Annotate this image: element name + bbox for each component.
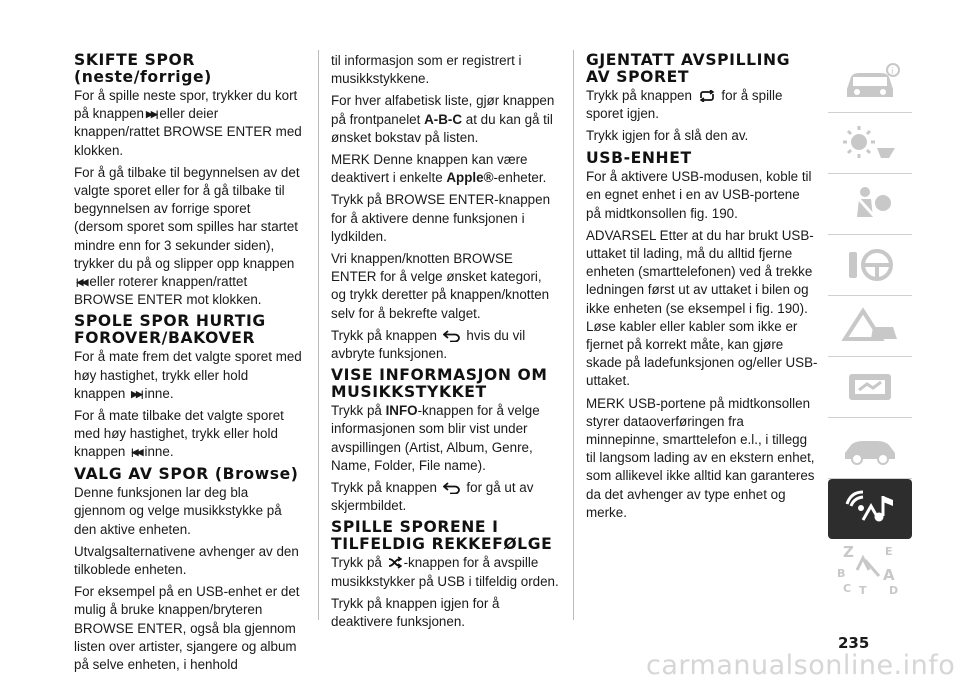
watermark: carmanualsonline.info: [646, 650, 956, 681]
paragraph: [331, 92, 559, 147]
index-letter: B: [837, 567, 846, 580]
paragraph: [331, 479, 559, 515]
index-letter: Z: [843, 543, 854, 561]
text: -knappen for å avspille musikkstykker på USB i tilfeldig orden.: [331, 555, 559, 589]
back-return-icon: [443, 482, 461, 494]
text: inne.: [144, 444, 174, 460]
apple-label: Apple®: [446, 170, 494, 186]
index-letter: A: [883, 566, 895, 584]
repeat-icon: [698, 90, 716, 102]
paragraph: Vri knappen/knotten BROWSE ENTER for å velge ønsket kategori, og trykk deretter på knappen/knotten selv for å bekrefte valget.: [331, 251, 550, 321]
paragraph: [331, 402, 559, 475]
heading-usb-enhet: USB-ENHET: [586, 148, 692, 167]
text: Trykk på knappen: [331, 327, 437, 343]
heading-skifte-spor: SKIFTE SPOR (neste/forrige): [74, 51, 212, 86]
paragraph: For eksempel på en USB-enhet er det mulig å bruke knappen/bryteren BROWSE ENTER, også bla gjennom listen over artister, sjangere og album på selve enheten, i henhold: [74, 584, 300, 672]
paragraph: [74, 87, 302, 160]
text: For å gå tilbake til begynnelsen av det valgte sporet eller for å gå tilbake til begynnelsen av forrige sporet (dersom sporet som spilles har startet mindre enn for 3 sekunder siden), trykker du på og slipper opp knappen: [74, 164, 300, 271]
paragraph: MERK USB-portene på midtkonsollen styrer dataoverføringen fra minnepinne, smarttelefon e.l., i tillegg til langsom lading av en ekstern enhet, som allikevel ikke alltid kan garanteres da det avhenger av type enhet og merke.: [586, 395, 815, 520]
paragraph: [331, 327, 559, 363]
text: for å spille sporet igjen.: [586, 88, 783, 122]
warning-triangle-icon: [837, 305, 903, 347]
paragraph: Trykk på knappen igjen for å deaktivere funksjonen.: [331, 595, 500, 630]
next-track-icon: ▶▶|: [131, 388, 142, 399]
svg-text:i: i: [891, 67, 894, 77]
chapter-tab-driving[interactable]: [828, 235, 912, 296]
airbag-seatbelt-icon: [837, 183, 903, 225]
heading-vise-informasjon: VISE INFORMASJON OM MUSIKKSTYKKET: [331, 366, 548, 401]
alphabetical-index-icon: [835, 540, 905, 598]
text: MERK Denne knappen kan være deaktivert i enkelte: [331, 152, 528, 186]
text: at du kan gå til ønsket bokstav på listen.: [331, 111, 553, 145]
paragraph: [331, 554, 559, 590]
chapter-tab-index[interactable]: [828, 539, 912, 599]
index-letter: E: [885, 545, 893, 558]
heading-spille-sporene: SPILLE SPORENE I TILFELDIG REKKEFØLGE: [331, 518, 553, 553]
index-letter: T: [859, 584, 867, 597]
column-divider: [573, 50, 574, 620]
text: For å spille neste spor, trykker du kort på knappen: [74, 88, 298, 122]
text: -enheter.: [493, 170, 547, 186]
text: Trykk på knappen: [586, 88, 692, 103]
car-side-icon: [837, 427, 903, 469]
paragraph: til informasjon som er registrert i musikkstykkene.: [331, 53, 522, 87]
text: hvis du vil avbryte funksjonen.: [331, 327, 526, 362]
paragraph: [586, 87, 818, 123]
paragraph: [331, 151, 559, 187]
text: For hver alfabetisk liste, gjør knappen på frontpanelet: [331, 93, 555, 127]
chapter-tab-lights[interactable]: [828, 113, 912, 174]
index-letter: D: [889, 584, 899, 597]
shuffle-icon: [388, 556, 402, 569]
paragraph: For å aktivere USB-modusen, koble til en egnet enhet i en av USB-portene på midtkonsollen fig. 190.: [586, 169, 812, 221]
text: inne.: [144, 385, 174, 401]
paragraph: [74, 407, 302, 462]
paragraph: Trykk igjen for å slå den av.: [586, 128, 749, 144]
chapter-tab-technical-data[interactable]: [828, 418, 912, 479]
column-3: [586, 52, 818, 526]
back-return-icon: [443, 330, 461, 342]
chapter-tab-vehicle[interactable]: [828, 52, 912, 113]
text: For å mate tilbake det valgte sporet med høy hastighet, trykk eller hold knappen: [74, 408, 284, 460]
text: for gå ut av skjermbildet.: [331, 480, 534, 514]
text: eller roterer knappen/rattet BROWSE ENTER mot klokken.: [74, 274, 262, 308]
text: -knappen for å velge informasjonen som blir vist under avspillingen (Artist, Album, Genre, Name, Folder, File name).: [331, 403, 540, 473]
text: Trykk på: [331, 555, 382, 571]
index-letter: C: [843, 582, 852, 595]
text: For å mate frem det valgte sporet med høy hastighet, trykk eller hold knappen: [74, 349, 302, 401]
text: Trykk på: [331, 403, 382, 419]
steering-wheel-icon: [837, 244, 903, 286]
chapter-tab-safety[interactable]: [828, 174, 912, 235]
text: eller deier knappen/rattet BROWSE ENTER med klokken.: [74, 106, 302, 158]
paragraph: Denne funksjonen lar deg bla gjennom og velge musikkstykke på den aktive enheten.: [74, 485, 282, 537]
info-key-label: INFO: [385, 403, 418, 419]
multimedia-music-icon: [837, 484, 903, 534]
paragraph: Utvalgsalternativene avhenger av den tilkoblede enheten.: [74, 543, 299, 577]
chapter-tab-emergency[interactable]: [828, 296, 912, 357]
column-1: [74, 52, 302, 678]
paragraph: [74, 164, 302, 310]
previous-track-icon: |◀◀: [76, 277, 87, 288]
paragraph: ADVARSEL Etter at du har brukt USB-uttaket til lading, må du alltid fjerne enheten (smarttelefonen) ved å trekke ledningen først ut av uttaket i bilen og ikke enheten (se eksempel i fig. 190). Løse kabler eller kabler som ikke er fjernet på korrekt måte, kan gjøre skade på ladefunksjonen og/eller USB-uttaket.: [586, 227, 818, 389]
page-number: 235: [838, 634, 870, 652]
car-icon: [837, 61, 903, 103]
chapter-tab-maintenance[interactable]: [828, 357, 912, 418]
column-divider: [318, 50, 319, 620]
heading-gjentatt-avspilling: GJENTATT AVSPILLING AV SPORET: [586, 51, 791, 86]
dashboard-lights-icon: [837, 122, 903, 164]
paragraph: [74, 348, 302, 403]
chapter-tab-multimedia[interactable]: [828, 479, 912, 539]
heading-spole-spor: SPOLE SPOR HURTIG FOROVER/BAKOVER: [74, 312, 266, 347]
column-2: [331, 52, 559, 635]
text: Trykk på knappen: [331, 480, 437, 496]
paragraph: Trykk på BROWSE ENTER-knappen for å aktivere denne funksjonen i lydkilden.: [331, 192, 551, 244]
maintenance-icon: [837, 366, 903, 408]
next-track-icon: ▶▶|: [146, 109, 157, 120]
chapter-tab-strip: [828, 52, 912, 599]
abc-key-label: A-B-C: [424, 111, 463, 127]
previous-track-icon: |◀◀: [131, 447, 142, 458]
heading-valg-av-spor: VALG AV SPOR (Browse): [74, 464, 299, 483]
